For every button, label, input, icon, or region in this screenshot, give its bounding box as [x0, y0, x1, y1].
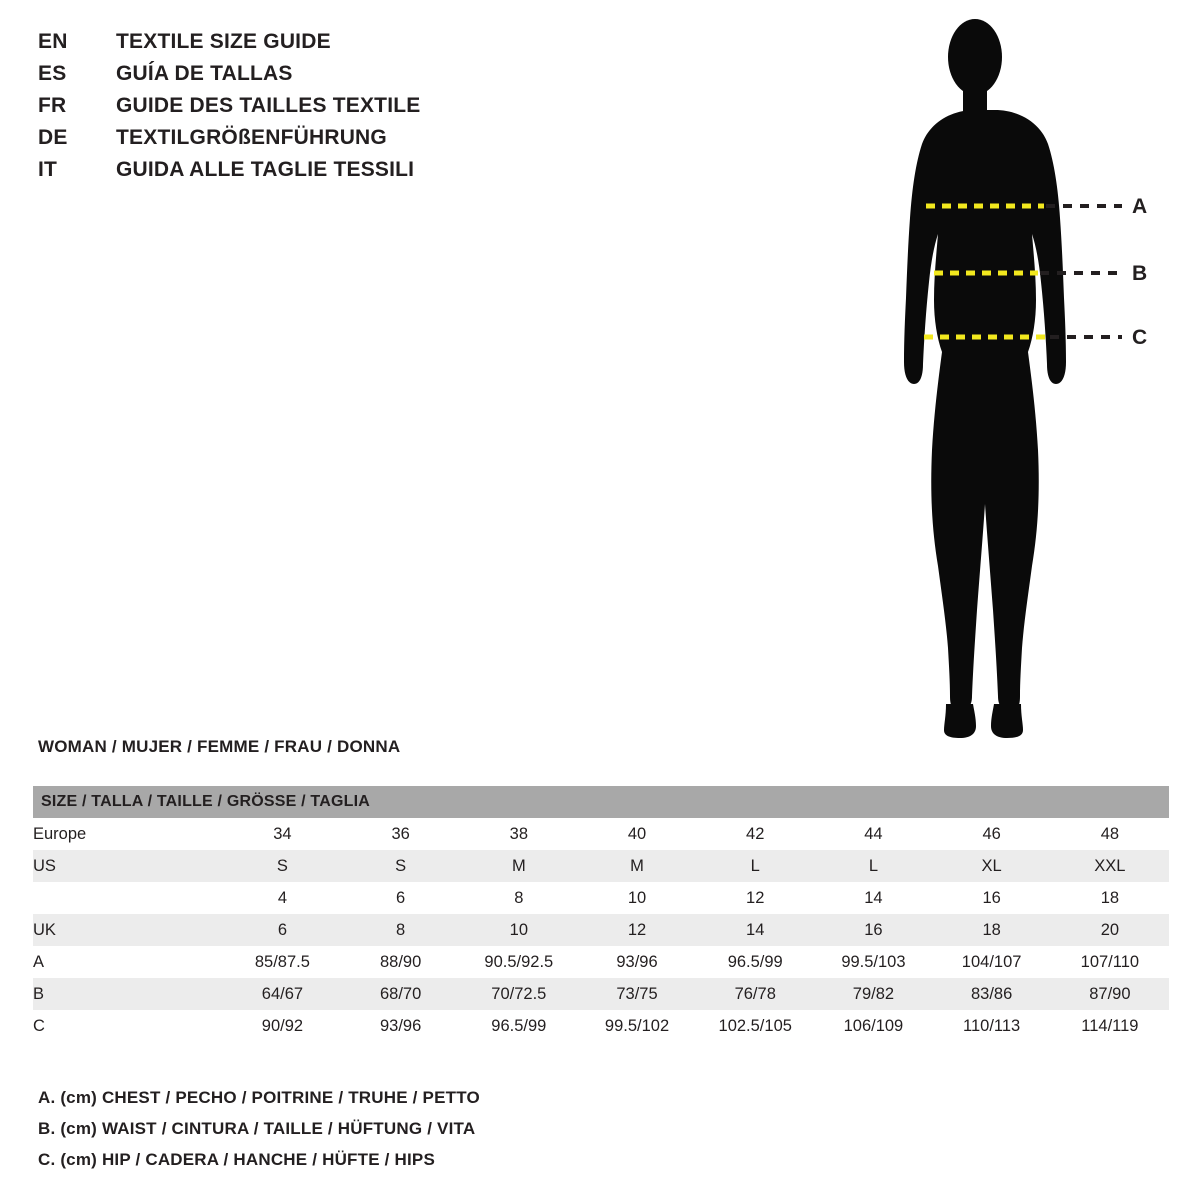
table-cell: 4 [223, 882, 341, 914]
title-row [38, 158, 738, 190]
table-cell: 64/67 [223, 978, 341, 1010]
table-cell: 73/75 [578, 978, 696, 1010]
table-cell: 107/110 [1051, 946, 1169, 978]
title-text: TEXTILE SIZE GUIDE [116, 30, 331, 53]
table-row [33, 1010, 1169, 1042]
table-cell: 18 [1051, 882, 1169, 914]
table-cell: 104/107 [933, 946, 1051, 978]
table-cell: 48 [1051, 818, 1169, 850]
table-cell: 14 [814, 882, 932, 914]
title-text: GUIDA ALLE TAGLIE TESSILI [116, 158, 415, 181]
title-language-code: ES [38, 62, 67, 85]
title-row [38, 30, 738, 62]
size-chart-table [33, 786, 1169, 1042]
table-row [33, 914, 1169, 946]
table-cell: XL [933, 850, 1051, 882]
table-row [33, 850, 1169, 882]
table-cell: M [578, 850, 696, 882]
table-cell: L [814, 850, 932, 882]
table-cell: 93/96 [342, 1010, 460, 1042]
table-cell: 6 [342, 882, 460, 914]
title-language-code: FR [38, 94, 67, 117]
table-row [33, 946, 1169, 978]
table-cell: 40 [578, 818, 696, 850]
table-row [33, 818, 1169, 850]
table-cell: 70/72.5 [460, 978, 578, 1010]
table-cell: 76/78 [696, 978, 814, 1010]
table-cell: 42 [696, 818, 814, 850]
table-cell: 16 [814, 914, 932, 946]
table-row [33, 882, 1169, 914]
table-cell: 68/70 [342, 978, 460, 1010]
table-cell: S [223, 850, 341, 882]
title-row [38, 62, 738, 94]
female-silhouette-icon [860, 10, 1190, 750]
title-text: GUÍA DE TALLAS [116, 62, 293, 85]
table-cell: 79/82 [814, 978, 932, 1010]
table-cell: 96.5/99 [460, 1010, 578, 1042]
row-label: C [33, 1010, 223, 1042]
table-cell: 93/96 [578, 946, 696, 978]
title-language-code: DE [38, 126, 68, 149]
table-cell: 85/87.5 [223, 946, 341, 978]
table-cell: 87/90 [1051, 978, 1169, 1010]
table-cell: 12 [578, 914, 696, 946]
title-text: TEXTILGRÖßENFÜHRUNG [116, 126, 387, 149]
title-row [38, 126, 738, 158]
table-cell: 99.5/103 [814, 946, 932, 978]
legend-item-waist: B. (cm) WAIST / CINTURA / TAILLE / HÜFTUNG / VITA [38, 1119, 476, 1138]
table-cell: M [460, 850, 578, 882]
measure-label-b: B [1132, 262, 1148, 285]
table-cell: 14 [696, 914, 814, 946]
table-cell: 10 [578, 882, 696, 914]
table-cell: 46 [933, 818, 1051, 850]
table-cell: 102.5/105 [696, 1010, 814, 1042]
measure-label-c: C [1132, 326, 1148, 349]
table-cell: 96.5/99 [696, 946, 814, 978]
row-label: A [33, 946, 223, 978]
row-label: B [33, 978, 223, 1010]
table-cell: XXL [1051, 850, 1169, 882]
table-cell: 114/119 [1051, 1010, 1169, 1042]
table-header-row [33, 786, 1169, 818]
title-block [38, 30, 738, 190]
table-cell: S [342, 850, 460, 882]
measure-label-a: A [1132, 195, 1148, 218]
body-measurement-figure [860, 10, 1190, 750]
table-cell: 18 [933, 914, 1051, 946]
table-cell: 44 [814, 818, 932, 850]
row-label: US [33, 850, 223, 882]
title-row [38, 94, 738, 126]
table-cell: 6 [223, 914, 341, 946]
row-label: Europe [33, 818, 223, 850]
table-cell: 20 [1051, 914, 1169, 946]
table-row [33, 978, 1169, 1010]
section-caption: WOMAN / MUJER / FEMME / FRAU / DONNA [38, 737, 401, 756]
table-cell: 36 [342, 818, 460, 850]
row-label [33, 882, 223, 914]
table-cell: 10 [460, 914, 578, 946]
table-cell: 110/113 [933, 1010, 1051, 1042]
table-cell: 38 [460, 818, 578, 850]
title-language-code: IT [38, 158, 58, 181]
table-header-cell: SIZE / TALLA / TAILLE / GRÖSSE / TAGLIA [33, 786, 1169, 818]
table-cell: 34 [223, 818, 341, 850]
table-cell: 8 [342, 914, 460, 946]
table-cell: 88/90 [342, 946, 460, 978]
table-cell: 16 [933, 882, 1051, 914]
measurement-legend [38, 1088, 738, 1181]
table-cell: L [696, 850, 814, 882]
title-text: GUIDE DES TAILLES TEXTILE [116, 94, 421, 117]
table-cell: 83/86 [933, 978, 1051, 1010]
title-language-code: EN [38, 30, 68, 53]
row-label: UK [33, 914, 223, 946]
table-cell: 12 [696, 882, 814, 914]
table-cell: 106/109 [814, 1010, 932, 1042]
table-cell: 90/92 [223, 1010, 341, 1042]
table-cell: 99.5/102 [578, 1010, 696, 1042]
legend-item-chest: A. (cm) CHEST / PECHO / POITRINE / TRUHE / PETTO [38, 1088, 480, 1107]
legend-item-hip: C. (cm) HIP / CADERA / HANCHE / HÜFTE / HIPS [38, 1150, 436, 1169]
table-cell: 90.5/92.5 [460, 946, 578, 978]
table-cell: 8 [460, 882, 578, 914]
